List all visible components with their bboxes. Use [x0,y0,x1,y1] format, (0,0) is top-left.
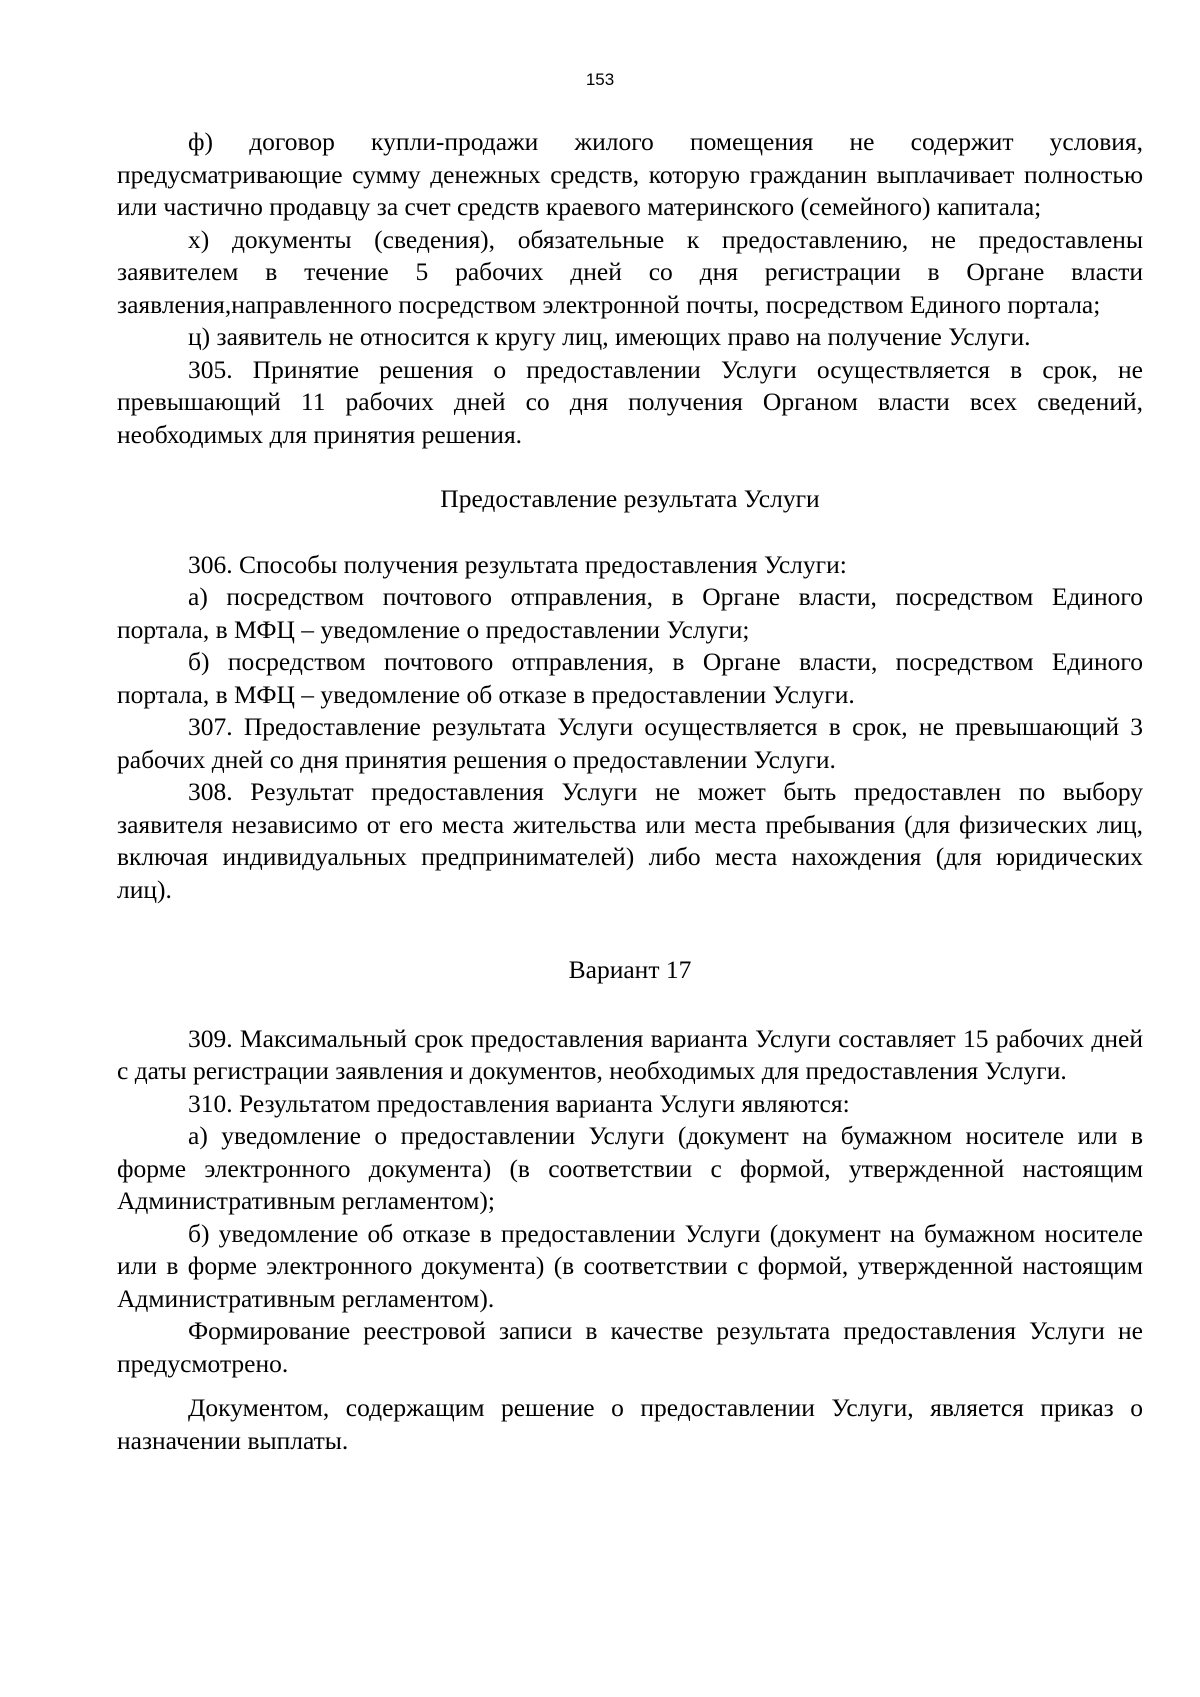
paragraph-308: 308. Результат предоставления Услуги не может быть предоставлен по выбору заявителя независимо от его места жительства или места пребывания (для физических лиц, включая индивидуальных предпринимателей) либо места нахождения (для юридических лиц). [117,777,1143,904]
paragraph-307: 307. Предоставление результата Услуги осуществляется в срок, не превышающий 3 рабочих дней со дня принятия решения о предоставлении Услуги. [117,712,1143,774]
document-body [117,126,1143,1457]
paragraph-309: 309. Максимальный срок предоставления варианта Услуги составляет 15 рабочих дней с даты регистрации заявления и документов, необходимых для предоставления Услуги. [117,1023,1143,1085]
paragraph-item-ts: ц) заявитель не относится к кругу лиц, имеющих право на получение Услуги. [188,322,1031,351]
paragraph-registry-note: Формирование реестровой записи в качестве результата предоставления Услуги не предусмотрено. [117,1316,1143,1378]
paragraph-item-h: х) документы (сведения), обязательные к предоставлению, не предоставлены заявителем в течение 5 рабочих дней со дня регистрации в Органе власти заявления,направленного посредством электронной почты, посредством Единого портала; [117,224,1143,319]
paragraph-item-f: ф) договор купли-продажи жилого помещения не содержит условия, предусматривающие сумму денежных средств, которую гражданин выплачивает полностью или частично продавцу за счет средств краевого материнского (семейного) капитала; [117,127,1143,221]
paragraph-305: 305. Принятие решения о предоставлении Услуги осуществляется в срок, не превышающий 11 рабочих дней со дня получения Органом власти всех сведений, необходимых для принятия решения. [117,354,1143,449]
paragraph-310-a: а) уведомление о предоставлении Услуги (документ на бумажном носителе или в форме электронного документа) (в соответствии с формой, утвержденной настоящим Административным регламентом); [117,1121,1143,1215]
paragraph-306: 306. Способы получения результата предоставления Услуги: [188,549,847,579]
section-heading-variant: Вариант 17 [568,955,692,984]
section-heading-result: Предоставление результата Услуги [440,484,820,513]
paragraph-310-b: б) уведомление об отказе в предоставлении Услуги (документ на бумажном носителе или в форме электронного документа) (в соответствии с формой, утвержденной настоящим Административным регламентом). [117,1218,1143,1313]
paragraph-306-b: б) посредством почтового отправления, в Органе власти, посредством Единого портала, в МФЦ – уведомление об отказе в предоставлении Услуги. [117,647,1143,709]
page-number: 153 [585,70,615,89]
paragraph-310: 310. Результатом предоставления варианта Услуги являются: [188,1088,850,1118]
paragraph-306-a: а) посредством почтового отправления, в Органе власти, посредством Единого портала, в МФЦ – уведомление о предоставлении Услуги; [117,582,1143,644]
paragraph-decision-document: Документом, содержащим решение о предоставлении Услуги, является приказ о назначении выплаты. [117,1393,1143,1455]
